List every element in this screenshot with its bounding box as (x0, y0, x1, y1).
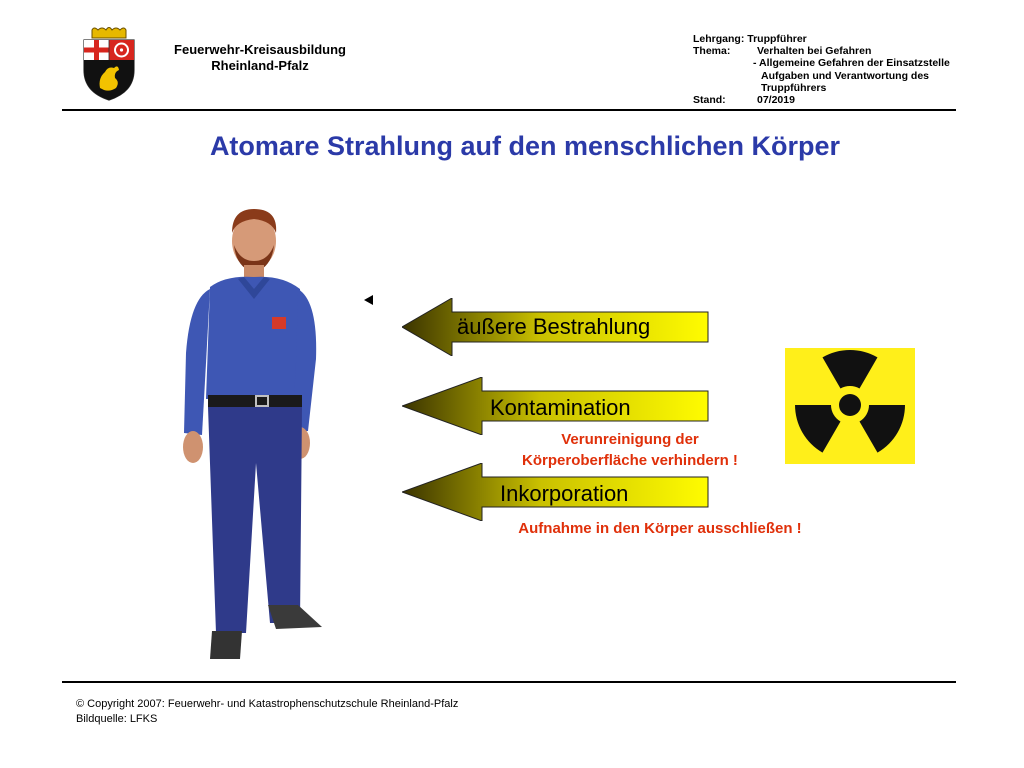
status-label: Stand: (693, 94, 726, 107)
incorporation-note: Aufnahme in den Körper ausschließen ! (518, 520, 802, 537)
arrow-label-contamination: Kontamination (490, 395, 631, 420)
organization-line-1: Feuerwehr-Kreisausbildung (174, 42, 346, 57)
contamination-arrow (402, 377, 710, 435)
topic-subline-3: Truppführers (761, 81, 827, 94)
course-value: Truppführer (747, 33, 807, 45)
course-label: Lehrgang: (693, 33, 745, 45)
external-radiation-arrow (402, 298, 710, 356)
coat-of-arms-icon (78, 26, 140, 102)
contamination-note-line-2: Körperoberfläche verhindern ! (522, 452, 738, 469)
footer-divider (62, 681, 956, 683)
arrow-label-external: äußere Bestrahlung (457, 314, 651, 339)
incorporation-arrow (402, 463, 710, 521)
cursor-pointer-icon (364, 295, 374, 305)
footer (76, 697, 458, 727)
copyright-text: © Copyright 2007: Feuerwehr- und Katastrophenschutzschule Rheinland-Pfalz (76, 698, 459, 710)
contamination-note-line-1: Verunreinigung der (561, 431, 699, 448)
image-source-text: Bildquelle: LFKS (76, 713, 158, 725)
topic-subline-1: - Allgemeine Gefahren der Einsatzstelle (753, 57, 950, 70)
header-divider (62, 109, 956, 111)
topic-value: Verhalten bei Gefahren (757, 45, 872, 58)
course-meta-block (693, 33, 950, 106)
firefighter-figure (176, 203, 326, 665)
topic-label: Thema: (693, 45, 731, 58)
organization-title (150, 42, 370, 74)
arrow-label-incorporation: Inkorporation (500, 481, 629, 506)
organization-line-2: Rheinland-Pfalz (211, 58, 309, 73)
radiation-trefoil-icon (785, 348, 915, 464)
slide-title: Atomare Strahlung auf den menschlichen Körper (209, 131, 841, 161)
status-value: 07/2019 (757, 94, 795, 107)
topic-subline-2: Aufgaben und Verantwortung des (761, 69, 930, 82)
